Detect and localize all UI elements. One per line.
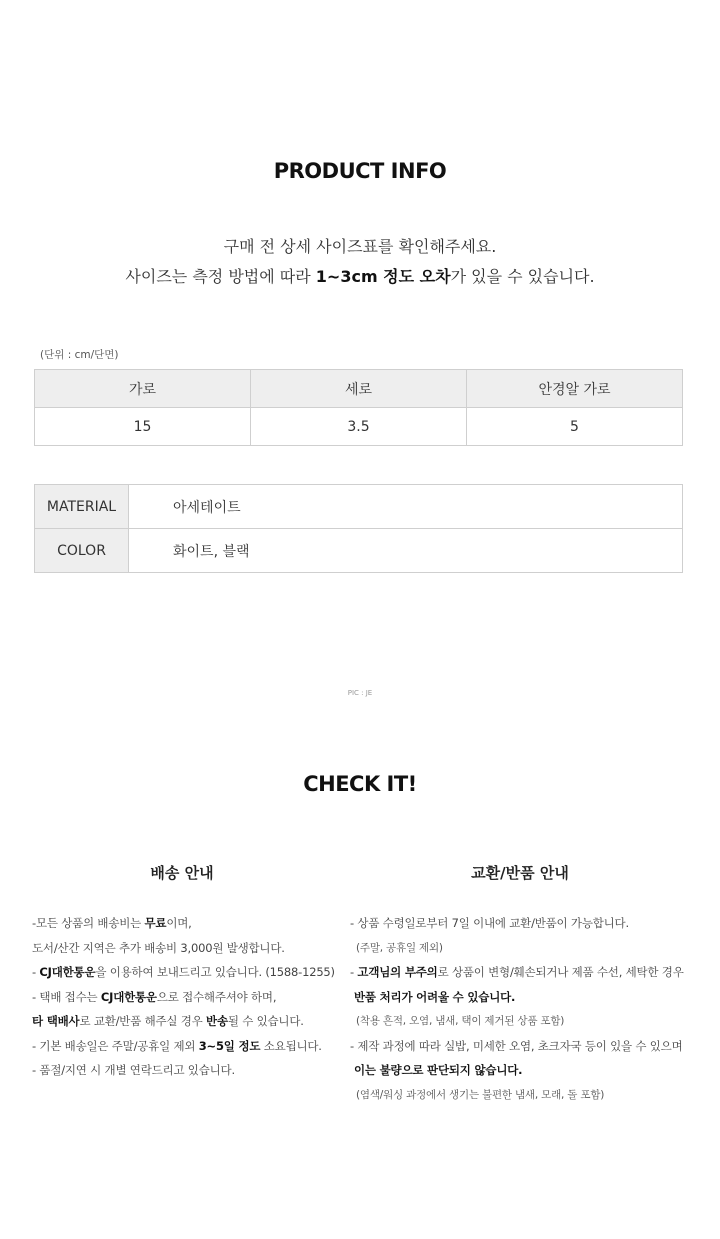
list-item: 도서/산간 지역은 추가 배송비 3,000원 발생합니다.: [32, 940, 285, 955]
exchange-heading: 교환/반품 안내: [471, 864, 569, 882]
size-header-width: 가로: [35, 370, 251, 408]
list-item: 타 택배사로 교환/반품 해주실 경우 반송될 수 있습니다.: [32, 1014, 304, 1028]
list-item: - 품절/지연 시 개별 연락드리고 있습니다.: [32, 1063, 235, 1077]
size-unit-label: (단위 : cm/단면): [40, 349, 119, 361]
color-value: 화이트, 블랙: [129, 529, 683, 573]
size-value-height: 3.5: [251, 408, 467, 446]
material-table: [34, 484, 683, 573]
check-it-title: CHECK IT!: [303, 772, 417, 796]
pic-credit: PIC : JE: [347, 689, 373, 697]
size-value-lens-width: 5: [467, 408, 683, 446]
material-label: MATERIAL: [35, 485, 129, 529]
size-table-value-row: [35, 408, 683, 446]
delivery-list: [32, 911, 335, 1083]
size-value-width: 15: [35, 408, 251, 446]
size-table-header-row: [35, 370, 683, 408]
size-header-height: 세로: [251, 370, 467, 408]
list-item: - 고객님의 부주의로 상품이 변형/훼손되거나 제품 수선, 세탁한 경우: [350, 965, 684, 979]
size-header-lens-width: 안경알 가로: [467, 370, 683, 408]
material-row: [35, 485, 683, 529]
list-item: 이는 불량으로 판단되지 않습니다.: [354, 1063, 523, 1077]
size-notice-line2: 사이즈는 측정 방법에 따라 1~3cm 정도 오차가 있을 수 있습니다.: [125, 267, 595, 286]
size-notice: [0, 232, 720, 292]
size-notice-line1: 구매 전 상세 사이즈표를 확인해주세요.: [223, 237, 497, 256]
list-item: (주말, 공휴일 제외): [356, 941, 443, 954]
list-item: - CJ대한통운을 이용하여 보내드리고 있습니다. (1588-1255): [32, 965, 335, 979]
delivery-heading: 배송 안내: [150, 864, 214, 882]
list-item: -모든 상품의 배송비는 무료이며,: [32, 916, 192, 930]
material-value: 아세테이트: [129, 485, 683, 529]
list-item: - 택배 접수는 CJ대한통운으로 접수해주셔야 하며,: [32, 989, 277, 1004]
exchange-list: [350, 911, 684, 1107]
color-label: COLOR: [35, 529, 129, 573]
list-item: - 상품 수령일로부터 7일 이내에 교환/반품이 가능합니다.: [350, 916, 629, 930]
list-item: 반품 처리가 어려울 수 있습니다.: [354, 989, 516, 1004]
product-info-title: PRODUCT INFO: [273, 159, 447, 183]
list-item: (착용 흔적, 오염, 냄새, 택이 제거된 상품 포함): [356, 1015, 565, 1027]
color-row: [35, 529, 683, 573]
size-table: [34, 369, 683, 446]
list-item: (염색/워싱 과정에서 생기는 불편한 냄새, 모래, 돌 포함): [356, 1088, 605, 1101]
list-item: - 기본 배송일은 주말/공휴일 제외 3~5일 정도 소요됩니다.: [32, 1038, 322, 1053]
list-item: - 제작 과정에 따라 실밥, 미세한 오염, 초크자국 등이 있을 수 있으며: [350, 1038, 683, 1053]
